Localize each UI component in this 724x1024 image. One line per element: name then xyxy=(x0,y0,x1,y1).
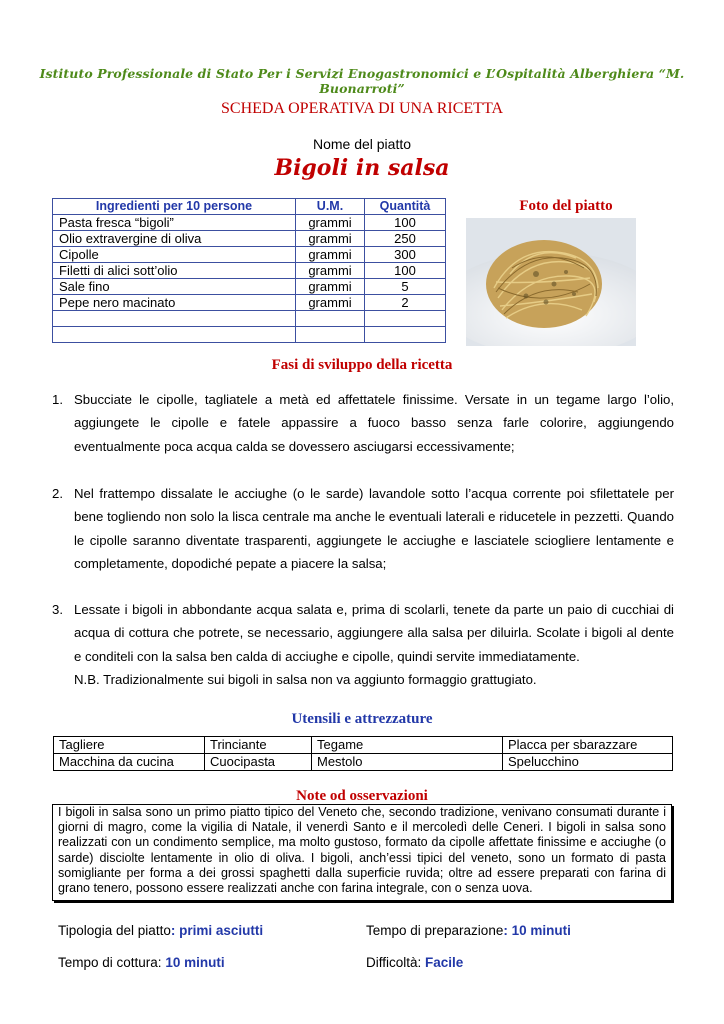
difficulty-label: Difficoltà: xyxy=(366,955,422,970)
ingredients-table xyxy=(52,198,446,343)
ingredient-name: Cipolle xyxy=(53,247,296,263)
document-title: SCHEDA OPERATIVA DI UNA RICETTA xyxy=(221,100,503,117)
table-row xyxy=(53,231,446,247)
ingredients-header: Ingredienti per 10 persone xyxy=(53,199,296,215)
ingredient-quantity: 100 xyxy=(365,263,446,279)
ingredient-unit: grammi xyxy=(296,279,365,295)
unit-header: U.M. xyxy=(296,199,365,215)
dish-type-label: Tipologia del piatto xyxy=(58,923,171,938)
ingredient-quantity: 250 xyxy=(365,231,446,247)
step-number: 2. xyxy=(52,486,63,501)
tool-cell: Tagliere xyxy=(54,737,205,754)
prep-time-label: Tempo di preparazione xyxy=(366,923,504,938)
pasta-dish-image xyxy=(466,218,636,346)
table-row xyxy=(53,215,446,231)
ingredient-quantity: 2 xyxy=(365,295,446,311)
steps-list xyxy=(52,388,674,691)
tool-cell: Spelucchino xyxy=(503,754,673,771)
list-item xyxy=(52,598,674,691)
table-row xyxy=(53,295,446,311)
tool-cell: Macchina da cucina xyxy=(54,754,205,771)
tools-table xyxy=(53,736,673,771)
ingredient-quantity: 5 xyxy=(365,279,446,295)
list-item xyxy=(52,482,674,598)
prep-time-value: 10 minuti xyxy=(511,923,571,938)
colon: : xyxy=(503,923,508,938)
tool-cell: Placca per sbarazzare xyxy=(503,737,673,754)
institute-name: Istituto Professionale di Stato Per i Servizi Enogastronomici e L’Ospitalità Alberghiera “M. Buonarroti” xyxy=(39,66,685,96)
tool-cell: Mestolo xyxy=(312,754,503,771)
ingredient-name: Sale fino xyxy=(53,279,296,295)
photo-title: Foto del piatto xyxy=(519,198,613,214)
table-row xyxy=(53,263,446,279)
ingredient-unit: grammi xyxy=(296,247,365,263)
cook-time-value: 10 minuti xyxy=(165,955,225,970)
dish-type-value: primi asciutti xyxy=(179,923,264,938)
cook-time xyxy=(58,955,225,970)
notes-box: I bigoli in salsa sono un primo piatto tipico del Veneto che, secondo tradizione, venivano consumati durante i giorni di magro, come la vigilia di Natale, il venerdì Santo e il mercoledì delle Ceneri. I bigoli in salsa sono realizzati con un condimento semplice, ma molto gustoso, formato da cipolle affettate finissime e acciughe (o sarde) disciolte lentamente in olio di oliva. I bigoli, anch’essi tipici del veneto, sono un formato di pasta somigliante per forma a dei grossi spaghetti dalla superficie ruvida; oltre ad essere preparati con farina di grano tenero, possono essere realizzati anche con farina integrale, con o senza uova. xyxy=(52,804,672,901)
step-number: 3. xyxy=(52,602,63,617)
ingredient-unit: grammi xyxy=(296,295,365,311)
tools-title: Utensili e attrezzature xyxy=(291,711,433,727)
table-row-empty xyxy=(53,311,446,327)
tool-cell: Trinciante xyxy=(205,737,312,754)
dish-type xyxy=(58,923,263,938)
table-row xyxy=(53,247,446,263)
ingredient-quantity: 300 xyxy=(365,247,446,263)
tool-cell: Cuocipasta xyxy=(205,754,312,771)
ingredient-name: Pepe nero macinato xyxy=(53,295,296,311)
tool-cell: Tegame xyxy=(312,737,503,754)
notes-title: Note od osservazioni xyxy=(296,788,428,804)
list-item xyxy=(52,388,674,482)
phases-title: Fasi di sviluppo della ricetta xyxy=(271,357,453,373)
quantity-header: Quantità xyxy=(365,199,446,215)
ingredient-name: Olio extravergine di oliva xyxy=(53,231,296,247)
colon: : xyxy=(170,923,176,938)
ingredient-name: Pasta fresca “bigoli” xyxy=(53,215,296,231)
step-number: 1. xyxy=(52,392,63,407)
table-row xyxy=(53,279,446,295)
cook-time-label: Tempo di cottura: xyxy=(58,955,162,970)
dish-photo xyxy=(466,218,636,346)
difficulty-value: Facile xyxy=(425,955,464,970)
step-text: Lessate i bigoli in abbondante acqua salata e, prima di scolarli, tenete da parte un paio di cucchiai di acqua di cottura che potrete, se necessario, aggiungere alla salsa per diluirla. Scolate i bigoli al dente e conditeli con la salsa ben calda di acciughe e cipolle, quindi servite immediatamente. xyxy=(74,602,674,664)
ingredient-name: Filetti di alici sott’olio xyxy=(53,263,296,279)
ingredient-unit: grammi xyxy=(296,215,365,231)
difficulty xyxy=(366,955,463,970)
step-note: N.B. Tradizionalmente sui bigoli in salsa non va aggiunto formaggio grattugiato. xyxy=(74,671,537,687)
dish-name-label: Nome del piatto xyxy=(312,136,412,152)
ingredient-unit: grammi xyxy=(296,231,365,247)
table-row-empty xyxy=(53,327,446,343)
step-text: Nel frattempo dissalate le acciughe (o le sarde) lavandole sotto l’acqua corrente poi sfilettatele per bene togliendo non solo la lisca centrale ma anche le eventuali laterali e riducetele in pezzetti. Quando le cipolle saranno diventate trasparenti, aggiungete le acciughe e lasciatele sciogliere lentamente e completamente, dopodiché pepate a piacere la salsa; xyxy=(74,486,674,571)
table-row xyxy=(54,737,673,754)
dish-name: Bigoli in salsa xyxy=(274,155,450,181)
ingredients-header-row xyxy=(53,199,446,215)
table-row xyxy=(54,754,673,771)
prep-time xyxy=(366,923,571,938)
ingredient-quantity: 100 xyxy=(365,215,446,231)
step-text: Sbucciate le cipolle, tagliatele a metà ed affettatele finissime. Versate in un tegame largo l’olio, aggiungete le cipolle e fatele appassire a fuoco basso senza farle colorire, aggiungendo eventualmente poca acqua calda se dovessero asciugarsi eccessivamente; xyxy=(74,392,674,454)
ingredient-unit: grammi xyxy=(296,263,365,279)
